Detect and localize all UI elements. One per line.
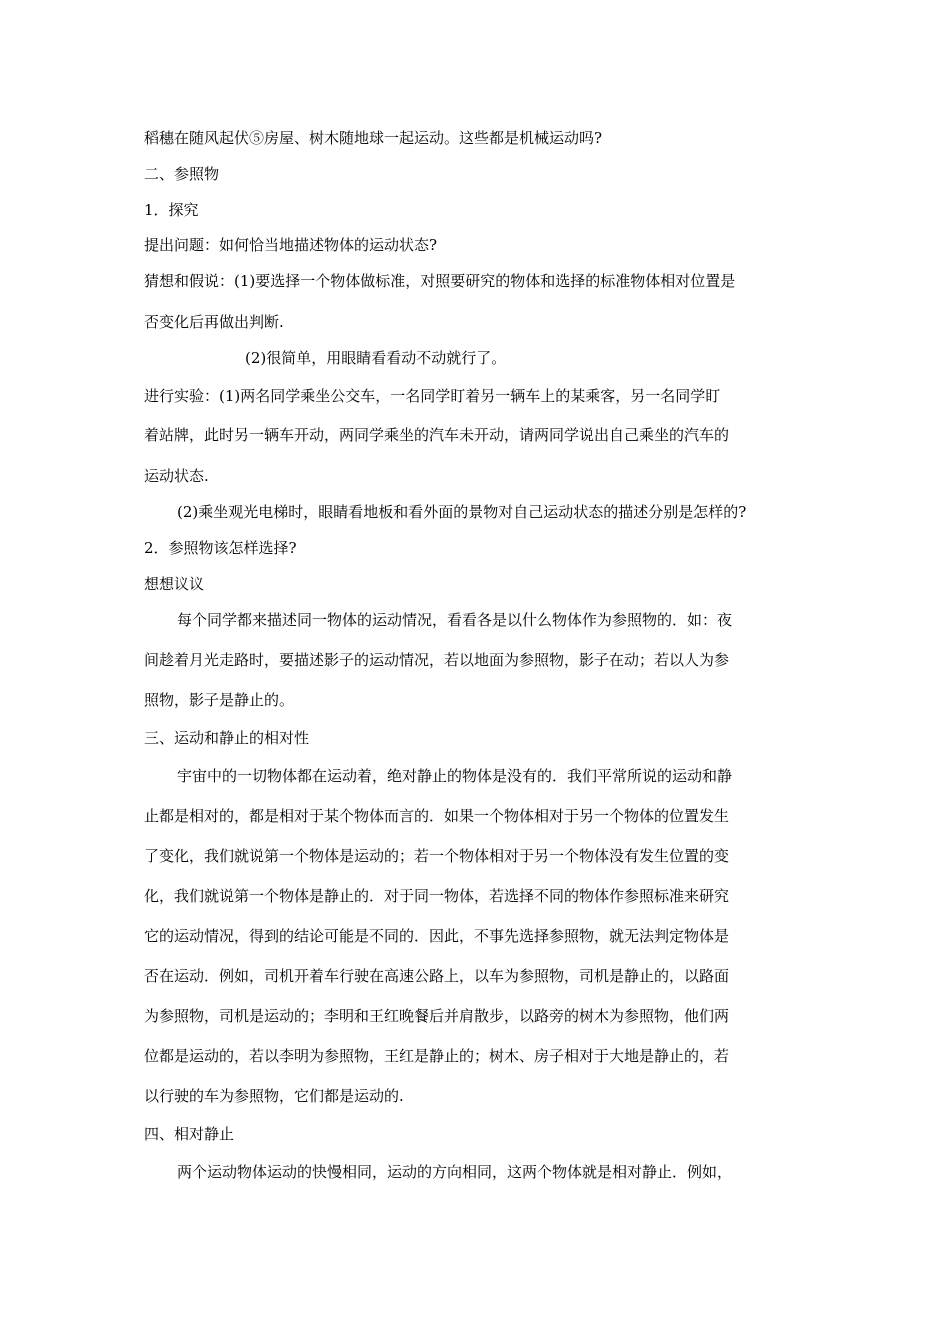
text-line: 宇宙中的一切物体都在运动着，绝对静止的物体是没有的．我们平常所说的运动和静 [177,767,733,785]
text-line: 位都是运动的，若以李明为参照物，王红是静止的；树木、房子相对于大地是静止的，若 [144,1047,730,1065]
text-line: (2)很简单，用眼睛看看动不动就行了。 [245,349,507,367]
text-line: 提出问题：如何恰当地描述物体的运动状态? [144,236,438,254]
text-line: 了变化，我们就说第一个物体是运动的；若一个物体相对于另一个物体没有发生位置的变 [144,847,730,865]
text-line: 间趁着月光走路时，要描述影子的运动情况，若以地面为参照物，影子在动；若以人为参 [144,651,730,669]
text-line: 照物，影子是静止的。 [144,691,295,709]
section-heading: 四、相对静止 [144,1125,235,1143]
text-line: 每个同学都来描述同一物体的运动情况，看看各是以什么物体作为参照物的．如：夜 [177,611,733,629]
text-line: 着站牌，此时另一辆车开动，两同学乘坐的汽车未开动，请两同学说出自己乘坐的汽车的 [144,426,730,444]
text-line: 稻穗在随风起伏⑤房屋、树木随地球一起运动。这些都是机械运动吗? [144,129,603,147]
subsection-heading: 2．参照物该怎样选择? [144,539,297,557]
text-line: 否变化后再做出判断. [144,313,284,331]
text-line: 它的运动情况，得到的结论可能是不同的．因此，不事先选择参照物，就无法判定物体是 [144,927,730,945]
text-line: 进行实验：(1)两名同学乘坐公交车，一名同学盯着另一辆车上的某乘客，另一名同学盯 [144,387,721,405]
subsection-heading: 1．探究 [144,201,199,219]
text-line: 猜想和假说：(1)要选择一个物体做标准，对照要研究的物体和选择的标准物体相对位置是 [144,272,736,290]
text-line: 化，我们就说第一个物体是静止的．对于同一物体，若选择不同的物体作参照标准来研究 [144,887,730,905]
section-heading: 二、参照物 [144,165,220,183]
text-line: 为参照物，司机是运动的；李明和王红晚餐后并肩散步，以路旁的树木为参照物，他们两 [144,1007,730,1025]
text-line: 运动状态. [144,467,209,485]
text-line: 两个运动物体运动的快慢相同，运动的方向相同，这两个物体就是相对静止．例如， [177,1163,733,1181]
text-line: 以行驶的车为参照物，它们都是运动的. [144,1087,404,1105]
section-heading: 三、运动和静止的相对性 [144,729,310,747]
text-line: 否在运动．例如，司机开着车行驶在高速公路上，以车为参照物，司机是静止的，以路面 [144,967,730,985]
text-line: (2)乘坐观光电梯时，眼睛看地板和看外面的景物对自己运动状态的描述分别是怎样的? [177,503,747,521]
text-line: 想想议议 [144,575,205,593]
text-line: 止都是相对的，都是相对于某个物体而言的．如果一个物体相对于另一个物体的位置发生 [144,807,730,825]
